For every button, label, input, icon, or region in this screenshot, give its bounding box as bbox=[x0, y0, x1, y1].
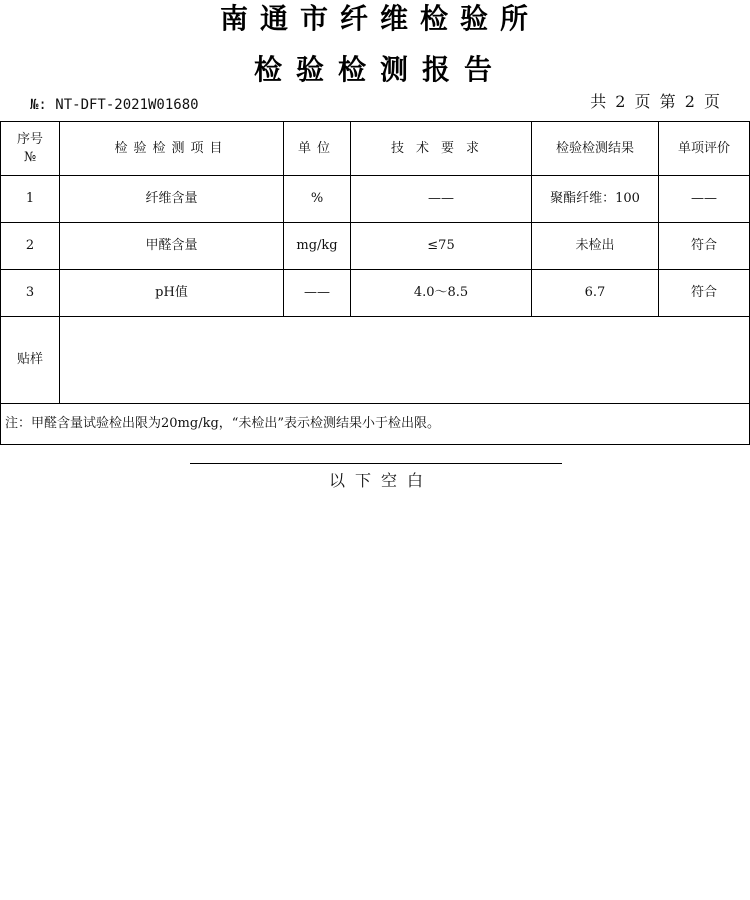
page-info: 共 2 页 第 2 页 bbox=[590, 92, 722, 111]
header-evaluation: 单项评价 bbox=[659, 122, 750, 176]
row-seq: 3 bbox=[1, 270, 60, 317]
row-evaluation: —— bbox=[659, 176, 750, 223]
note-row bbox=[1, 404, 750, 445]
report-title: 检验检测报告 bbox=[253, 53, 506, 86]
row-item: 甲醛含量 bbox=[60, 223, 284, 270]
sample-label: 贴样 bbox=[1, 317, 60, 404]
row-requirement: ≤75 bbox=[351, 223, 532, 270]
header-result: 检验检测结果 bbox=[532, 122, 659, 176]
header-requirement: 技术要求 bbox=[351, 122, 532, 176]
row-result: 6.7 bbox=[532, 270, 659, 317]
sample-area bbox=[60, 317, 750, 404]
row-seq: 2 bbox=[1, 223, 60, 270]
end-divider bbox=[190, 463, 562, 464]
table-row bbox=[1, 270, 750, 317]
row-requirement: —— bbox=[351, 176, 532, 223]
note-text: 注：甲醛含量试验检出限为20mg/kg，“未检出”表示检测结果小于检出限。 bbox=[1, 404, 750, 445]
row-unit: —— bbox=[284, 270, 351, 317]
table-header-row bbox=[1, 122, 750, 176]
row-requirement: 4.0～8.5 bbox=[351, 270, 532, 317]
header-seq bbox=[1, 122, 60, 176]
header-unit: 单位 bbox=[284, 122, 351, 176]
header-item: 检验检测项目 bbox=[60, 122, 284, 176]
header-seq-symbol: № bbox=[23, 149, 37, 165]
row-result: 聚酯纤维：100 bbox=[532, 176, 659, 223]
row-item: pH值 bbox=[60, 270, 284, 317]
table-row bbox=[1, 223, 750, 270]
row-unit: mg/kg bbox=[284, 223, 351, 270]
row-evaluation: 符合 bbox=[659, 223, 750, 270]
row-seq: 1 bbox=[1, 176, 60, 223]
row-item: 纤维含量 bbox=[60, 176, 284, 223]
table-row bbox=[1, 176, 750, 223]
row-result: 未检出 bbox=[532, 223, 659, 270]
row-unit: % bbox=[284, 176, 351, 223]
institute-title: 南通市纤维检验所 bbox=[219, 2, 540, 35]
sample-row bbox=[1, 317, 750, 404]
header-seq-label: 序号 bbox=[16, 131, 43, 147]
row-evaluation: 符合 bbox=[659, 270, 750, 317]
end-mark: 以下空白 bbox=[328, 471, 433, 490]
inspection-table bbox=[0, 121, 750, 445]
report-number: №: NT-DFT-2021W01680 bbox=[30, 97, 199, 113]
